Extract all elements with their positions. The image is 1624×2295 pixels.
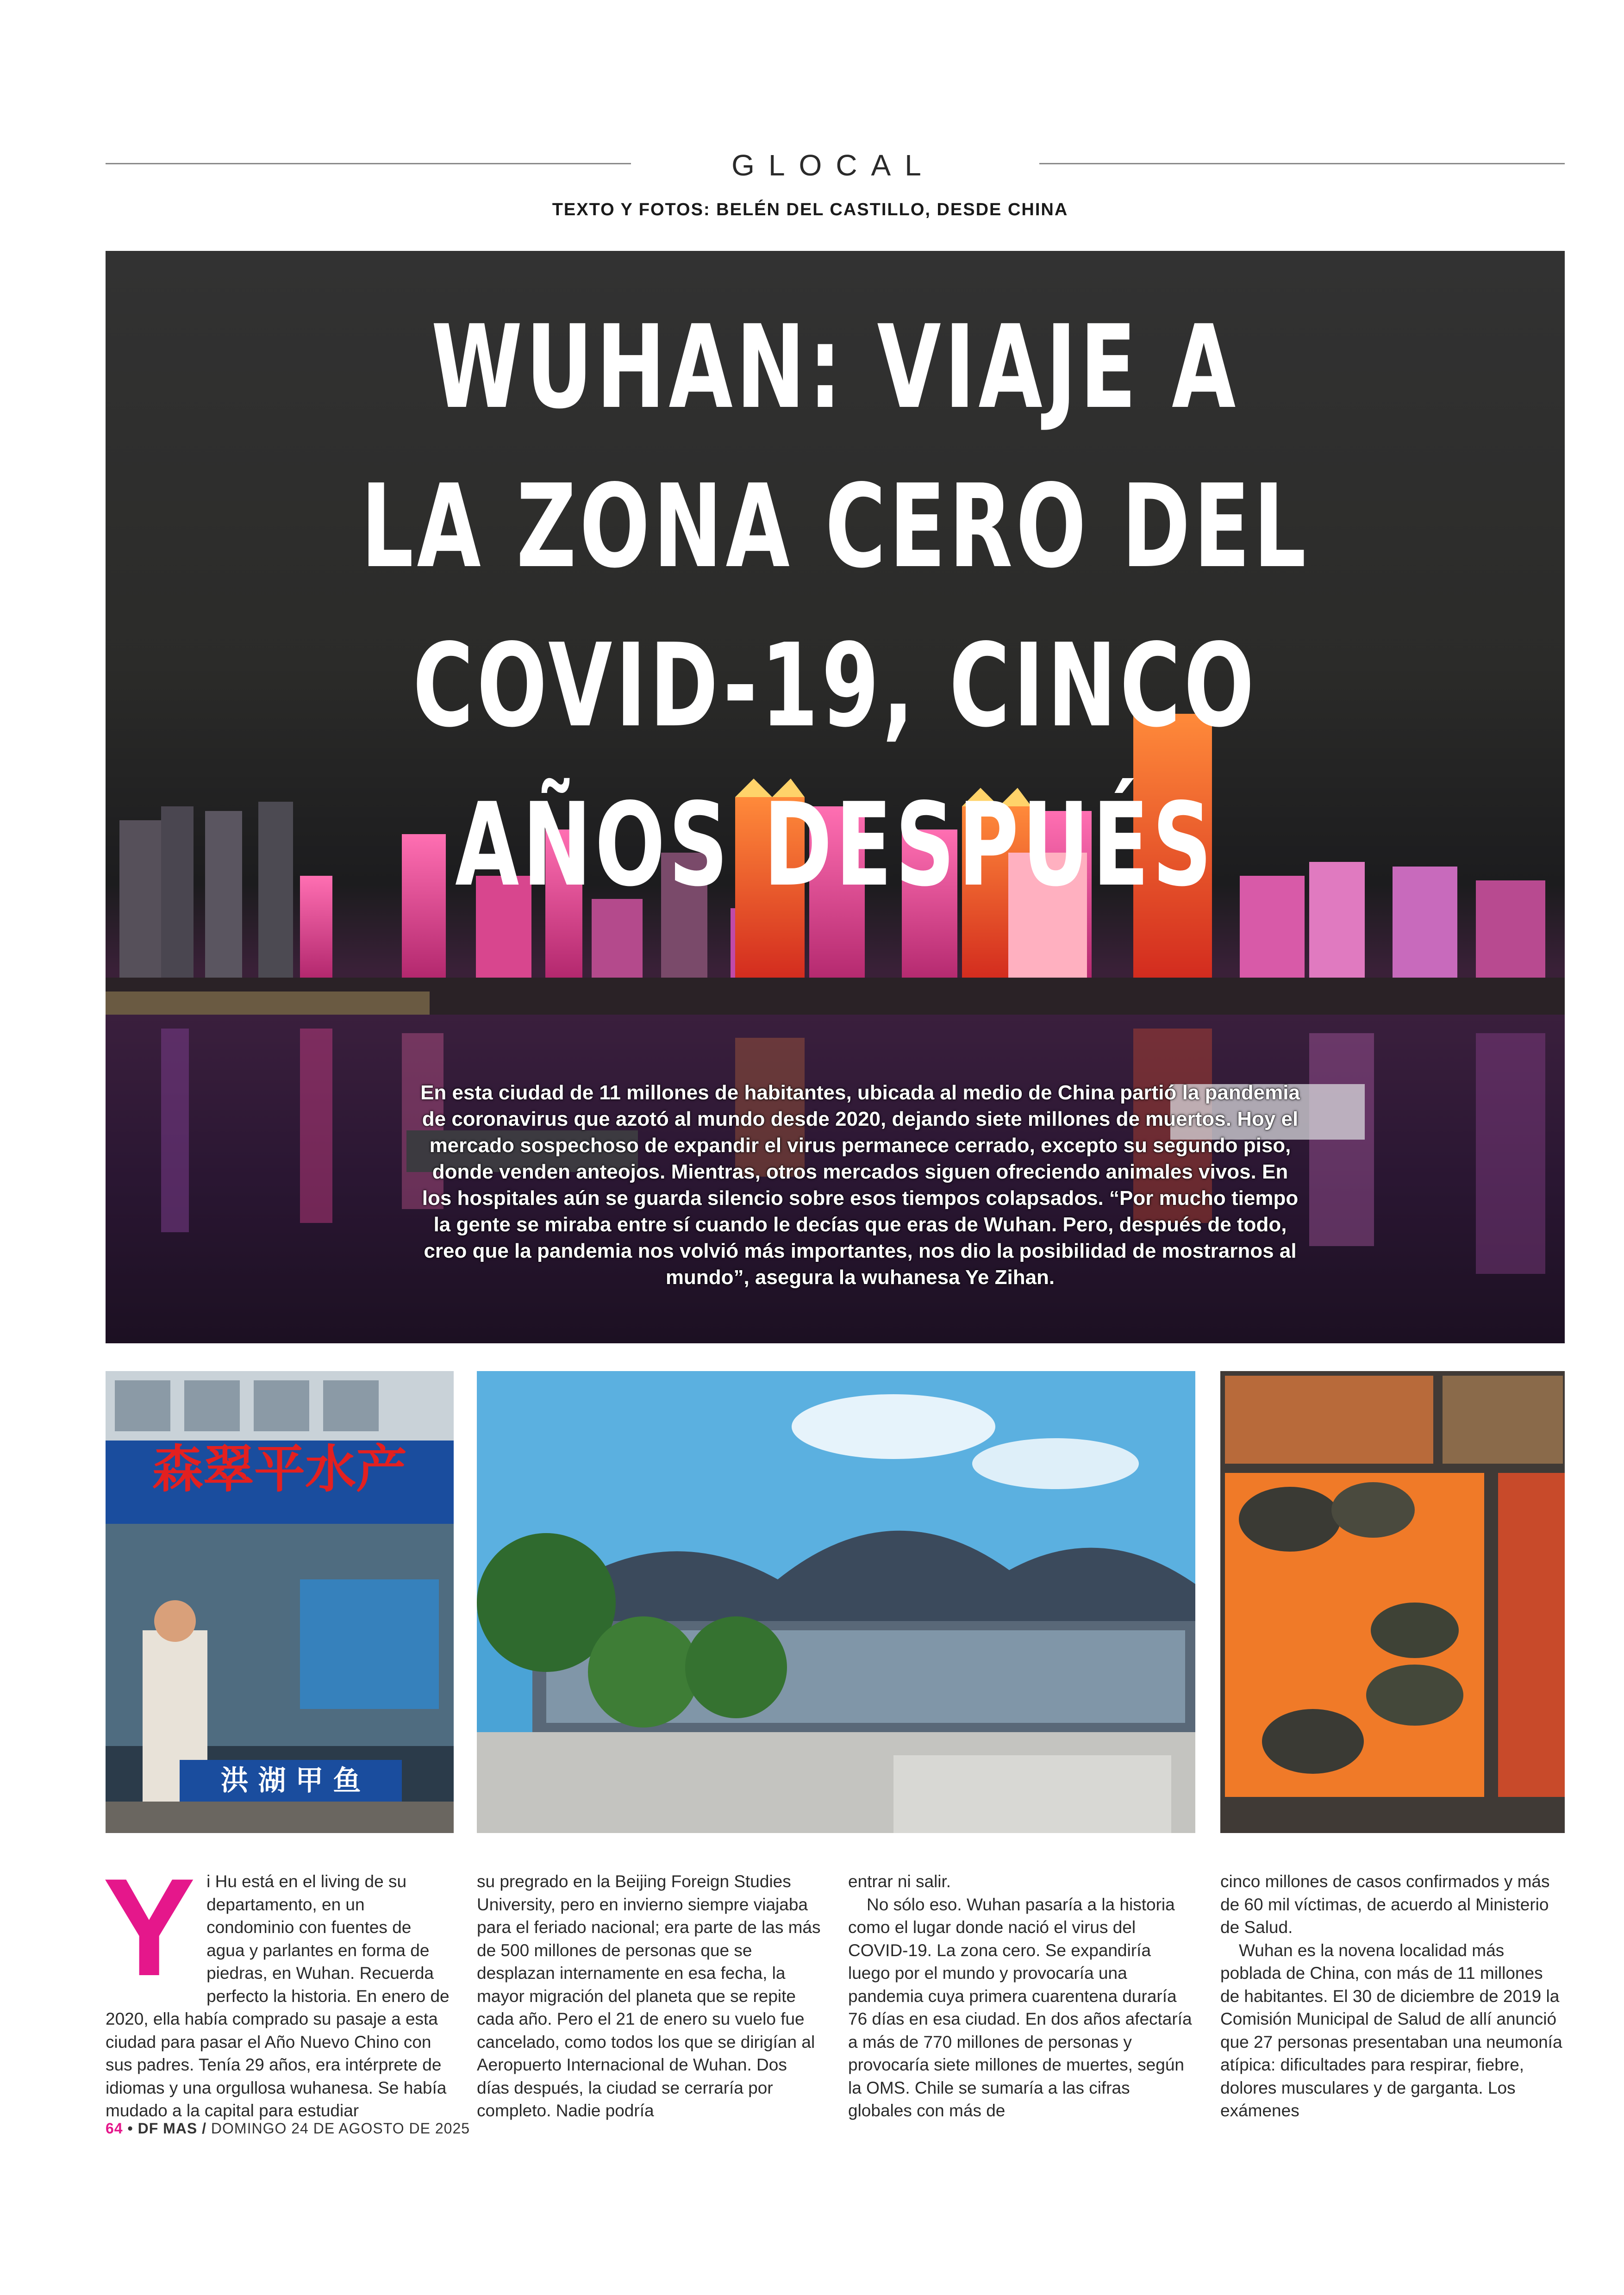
shop-bottom-sign-text: 洪 湖 甲 鱼 (220, 1765, 361, 1797)
hero-photo (106, 251, 1565, 1343)
article-deck: En esta ciudad de 11 millones de habitantes, ubicada al medio de China partió la pandemia de coronavirus que azotó al mundo desde 2020, dejando siete millones de muertos. Hoy el mercado sospechoso de expandir el virus permanece cerrado, excepto su segundo piso, donde venden anteojos. Mientras, otros mercados siguen ofreciendo animales vivos. En los hospitales aún se guarda silencio sobre esos tiempos colapsados. “Por mucho tiempo la gente se miraba entre sí cuando le decías que eras de Wuhan. Pero, después de todo, creo que la pandemia nos volvió más importantes, nos dio la posibilidad de mostrarnos al mundo”, asegura la wuhanesa Ye Zihan. (420, 1081, 1300, 1289)
column-1-text: i Hu está en el living de su departamento, en un condominio con fuentes de agua y parlantes en forma de piedras, en Wuhan. Recuerda perfecto la historia. En enero de 2020, ella había comprado su pasaje a esta ciudad para pasar el Año Nuevo Chino con sus padres. Tenía 29 años, era intérprete de idiomas y una orgullosa wuhanesa. Se había mudado a la capital para estudiar (106, 1872, 450, 2120)
column-4-paragraph: cinco millones de casos confirmados y más de 60 mil víctimas, de acuerdo al Ministerio de Salud. (1220, 1872, 1550, 1937)
headline-line: WUHAN: VIAJE A (431, 301, 1239, 434)
publication-date: DOMINGO 24 DE AGOSTO DE 2025 (211, 2120, 470, 2137)
column-4-paragraph: Wuhan es la novena localidad más poblada de China, con más de 11 millones de habitantes. El 30 de diciembre de 2019 la Comisión Municipal de Salud de allí anunció que 27 personas presentaban una neumonía atípica: dificultades para respirar, fiebre, dolores musculares y de garganta. Los exámenes (1220, 1940, 1562, 2120)
column-2-text: su pregrado en la Beijing Foreign Studies University, pero en invierno siempre viajaba para el feriado nacional; era parte de las más de 500 millones de personas que se desplazan internamente en esa fecha, la mayor migración del planeta que se repite cada año. Pero el 21 de enero su vuelo fue cancelado, como todos los que se dirigían al Aeropuerto Internacional de Wuhan. Dos días después, la ciudad se cerraría por completo. Nadie podría (477, 1872, 821, 2120)
header-rule-left (106, 163, 631, 164)
drop-cap: Y (103, 1849, 196, 2005)
seafood-shop-photo (106, 1371, 454, 1833)
article-column-1 (103, 1849, 450, 2122)
airport-terminal-photo (477, 1371, 1195, 1833)
column-3-paragraph: No sólo eso. Wuhan pasaría a la historia como el lugar donde nació el virus del COVID-19. La zona cero. Se expandiría luego por el mundo y provocaría una pandemia cuya primera cuarentena duraría 76 días en esa ciudad. En dos años afectaría a más de 770 millones de personas y provocaría siete millones de muertes, según la OMS. Chile se sumaría a las cifras globales con más de (848, 1895, 1192, 2120)
market-trays-illustration (1220, 1371, 1565, 1833)
headline-line: AÑOS DESPUÉS (455, 779, 1215, 912)
headline-line: LA ZONA CERO DEL (361, 460, 1310, 593)
headline-line: COVID-19, CINCO (412, 619, 1258, 753)
page-footer (106, 2120, 470, 2137)
page-number: 64 (106, 2120, 123, 2137)
article-column-3 (848, 1870, 1193, 2122)
publication-name: • DF MAS / (127, 2120, 207, 2137)
live-turtles-market-photo (1220, 1371, 1565, 1833)
byline: TEXTO Y FOTOS: BELÉN DEL CASTILLO, DESDE CHINA (552, 200, 1068, 219)
shop-sign-text: 森翠平水产 (152, 1440, 407, 1499)
section-label: GLOCAL (731, 149, 935, 182)
airport-terminal-illustration (477, 1371, 1195, 1833)
header-rule-right (1039, 163, 1565, 164)
seafood-shop-illustration (106, 1371, 454, 1833)
headline (310, 288, 1360, 925)
column-3-paragraph: entrar ni salir. (848, 1872, 951, 1891)
article-column-4 (1220, 1870, 1565, 2122)
article-column-2 (477, 1870, 822, 2122)
